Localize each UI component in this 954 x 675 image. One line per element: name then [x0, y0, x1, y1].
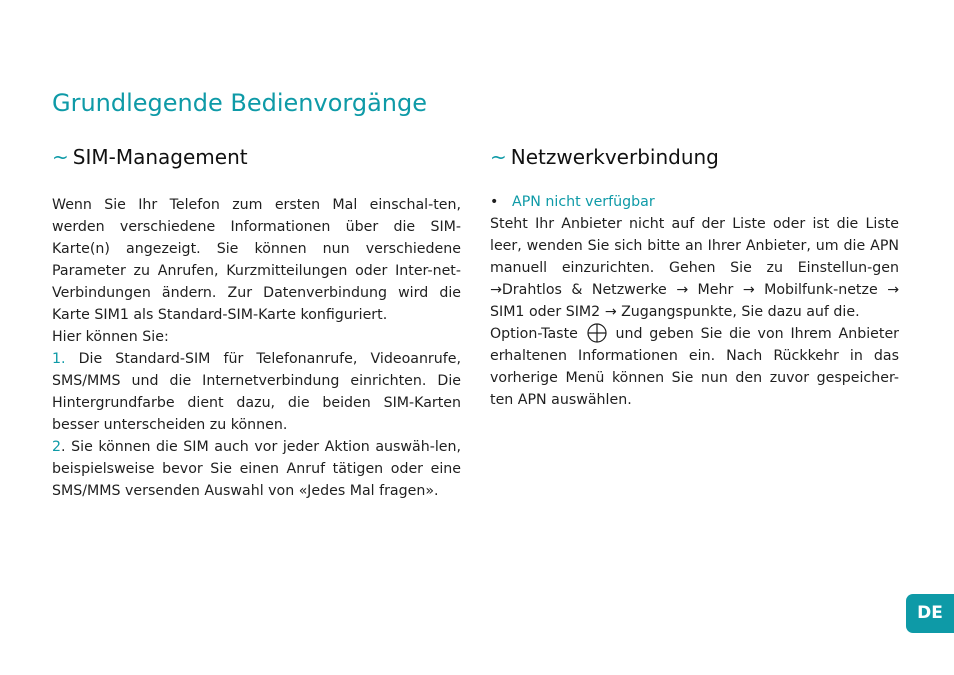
page-title: Grundlegende Bedienvorgänge [52, 89, 427, 117]
apn-instructions: Steht Ihr Anbieter nicht auf der Liste oder ist die Liste leer, wenden Sie sich bitte an Ihrer Anbieter, um die APN manuell einzurichten. Gehen Sie zu Einstellun-gen →Drahtlos & Netzwerke → Mehr → Mobilfunk-netze → SIM1 oder SIM2 → Zugangspunkte, Sie dazu auf die. [490, 216, 899, 320]
network-heading [490, 140, 899, 174]
sim-item-2 [52, 436, 461, 502]
sim-item-2-text: . Sie können die SIM auch vor jeder Aktion auswäh-len, beispielsweise bevor Sie einen Anruf tätigen oder eine SMS/MMS versenden Auswahl von «Jedes Mal fragen». [52, 439, 461, 499]
sim-item-1-text: Die Standard-SIM für Telefonanrufe, Videoanrufe, SMS/MMS und die Internetverbindung einrichten. Die Hintergrundfarbe dient dazu, die beiden SIM-Karten besser unterscheiden zu können. [52, 351, 461, 433]
sim-hier-text: Hier können Sie: [52, 329, 169, 345]
sim-management-title: SIM-Management [72, 145, 248, 169]
tilde-marker: ~ [490, 145, 507, 169]
bullet-dot: • [490, 194, 499, 210]
option-key-after: und geben Sie die von Ihrem Anbieter erhaltenen Informationen ein. Nach Rückkehr in das vorherige Menü können Sie nun den zuvor gespeicher-ten APN auswählen. [490, 326, 900, 408]
item-number-1: 1. [52, 351, 66, 367]
sim-management-heading [52, 140, 461, 174]
item-number-2: 2 [52, 439, 62, 455]
option-key-before: Option-Taste [490, 326, 585, 342]
sim-item-1 [52, 348, 461, 436]
sim-intro-text: Wenn Sie Ihr Telefon zum ersten Mal einschal-ten, werden verschiedene Informationen über die SIM-Karte(n) angezeigt. Sie können nun verschiedene Parameter zu Anrufen, Kurzmitteilungen oder Inter-net-Verbindungen ändern. Zur Datenverbindung wird die Karte SIM1 als Standard-SIM-Karte konfiguriert. [52, 197, 461, 323]
tilde-marker: ~ [52, 145, 69, 169]
language-badge: DE [906, 594, 954, 633]
sim-management-column [52, 140, 461, 502]
apn-bullet-label: APN nicht verfügbar [512, 194, 655, 210]
option-key-text [490, 323, 899, 411]
circle-plus-icon [587, 323, 607, 343]
network-column [490, 140, 899, 411]
network-title: Netzwerkverbindung [510, 145, 719, 169]
apn-bullet [490, 191, 899, 213]
